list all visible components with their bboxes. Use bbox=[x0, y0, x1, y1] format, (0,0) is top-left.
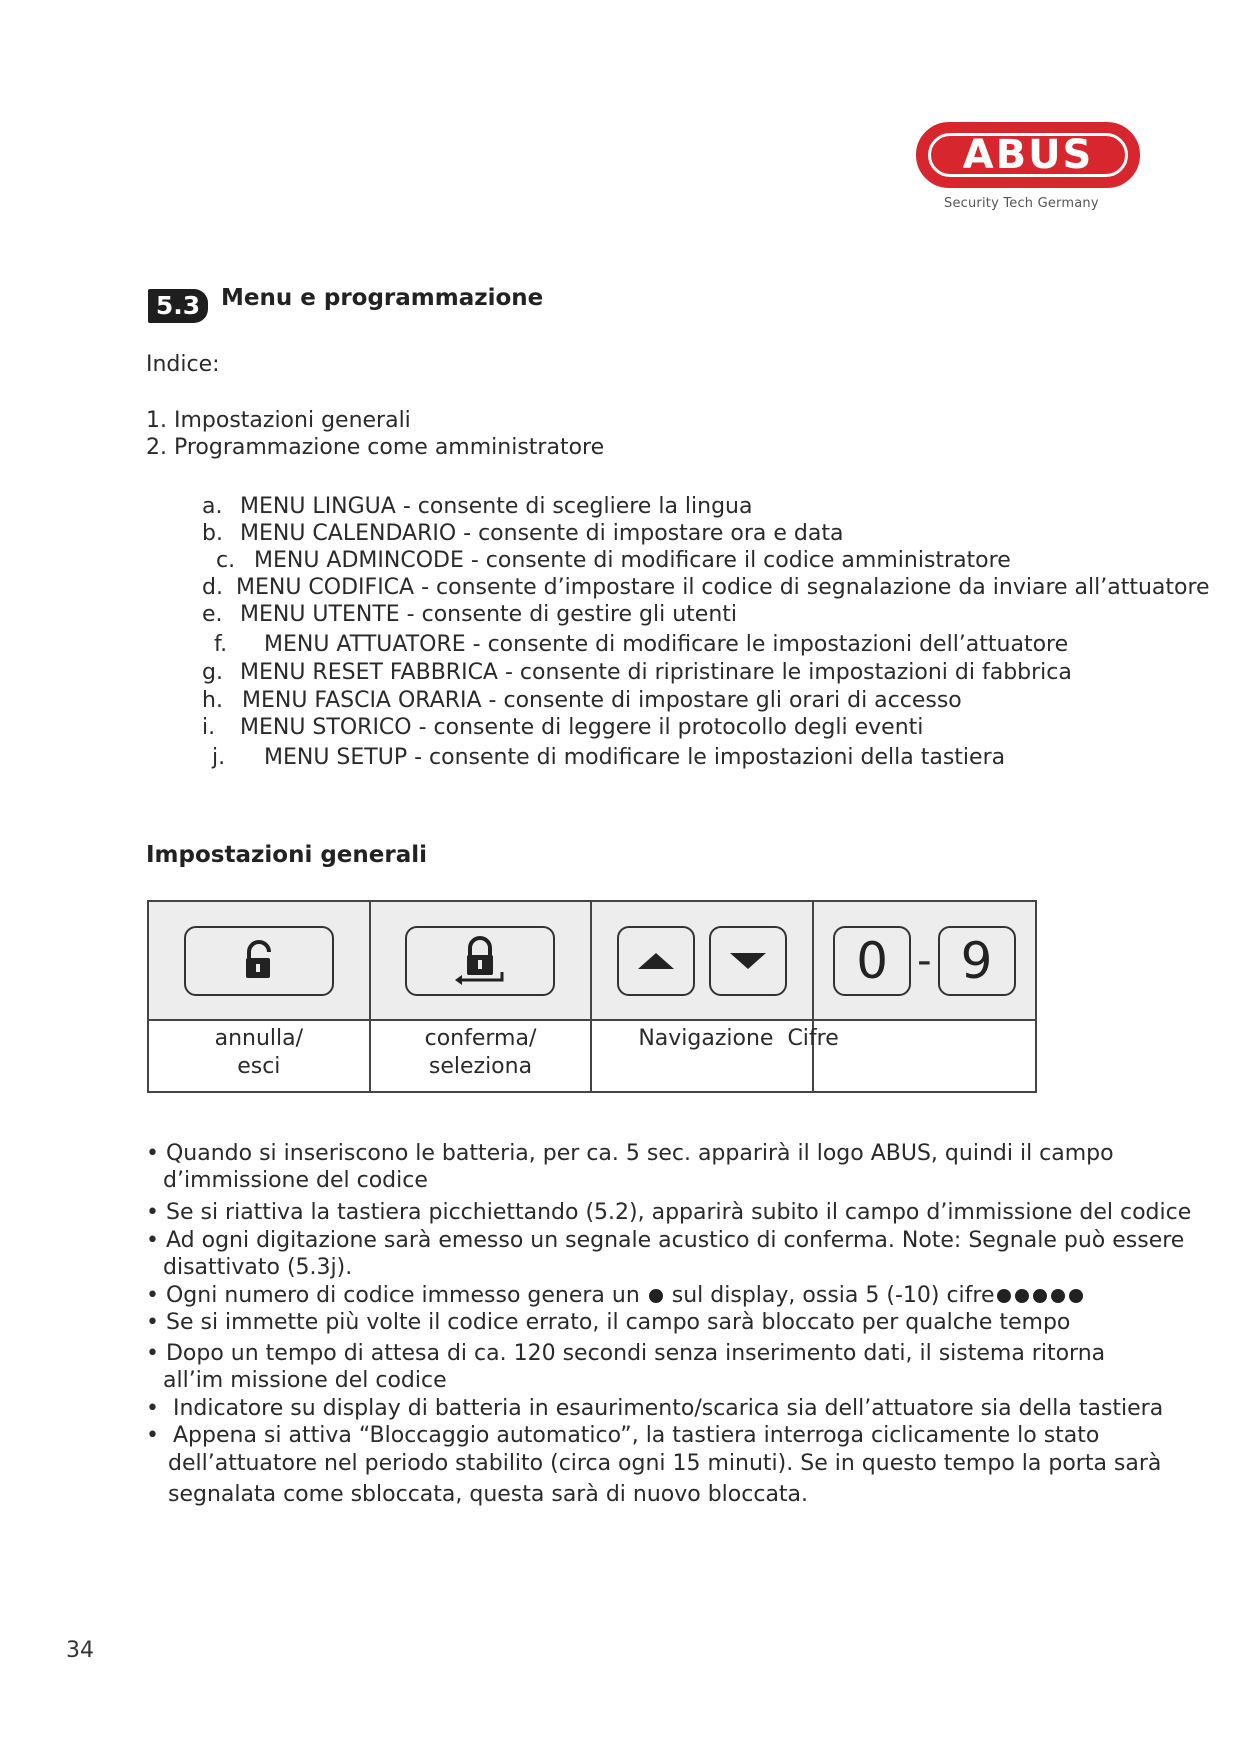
code-dot-icon bbox=[1015, 1289, 1029, 1303]
page-number: 34 bbox=[66, 1638, 94, 1663]
index-item-2: 2. Programmazione come amministratore bbox=[146, 435, 605, 460]
digit-range-dash: - bbox=[917, 937, 932, 984]
confirm-label-line1: conferma/ bbox=[424, 1026, 537, 1051]
index-item-1: 1. Impostazioni generali bbox=[146, 408, 411, 433]
digit-nine-key: 9 bbox=[938, 926, 1016, 996]
menu-list-item: j. MENU SETUP - consente di modificare le impostazioni della tastiera bbox=[212, 745, 1006, 770]
menu-list-item: i. MENU STORICO - consente di leggere il protocollo degli eventi bbox=[202, 715, 924, 740]
code-dot-icon bbox=[997, 1289, 1011, 1303]
cancel-key bbox=[184, 926, 334, 996]
bullet-item: • Se si riattiva la tastiera picchiettando (5.2), apparirà subito il campo d’immissione del codice bbox=[146, 1200, 1192, 1225]
bullet-item-continuation: dell’attuatore nel periodo stabilito (circa ogni 15 minuti). Se in questo tempo la porta sarà bbox=[168, 1451, 1162, 1476]
down-arrow-icon bbox=[711, 928, 785, 994]
up-arrow-key bbox=[617, 926, 695, 996]
bullet-item-continuation: segnalata come sbloccata, questa sarà di nuovo bloccata. bbox=[168, 1482, 809, 1507]
general-settings-heading: Impostazioni generali bbox=[146, 842, 427, 868]
menu-list-item: a. MENU LINGUA - consente di scegliere la lingua bbox=[202, 494, 753, 519]
digit-keys-cell bbox=[813, 901, 1036, 1020]
up-arrow-icon bbox=[619, 928, 693, 994]
confirm-label-cell bbox=[370, 1020, 592, 1092]
abus-logo bbox=[916, 122, 1140, 218]
section-title: Menu e programmazione bbox=[221, 285, 544, 311]
menu-list-item: d. MENU CODIFICA - consente d’impostare il codice di segnalazione da inviare all’attuatore bbox=[202, 575, 1210, 600]
code-dot-icon bbox=[1069, 1289, 1083, 1303]
cancel-label-line2: esci bbox=[237, 1054, 281, 1079]
index-label: Indice: bbox=[146, 352, 220, 377]
menu-list-item: c. MENU ADMINCODE - consente di modificare il codice amministratore bbox=[216, 548, 1011, 573]
unlocked-padlock-icon bbox=[186, 928, 332, 994]
code-dot-icon bbox=[1033, 1289, 1047, 1303]
cancel-label-cell bbox=[148, 1020, 370, 1092]
code-dot-icon bbox=[1051, 1289, 1065, 1303]
digits-label: Cifre bbox=[787, 1026, 839, 1051]
navigation-label: Navigazione bbox=[638, 1026, 774, 1051]
bullet-item: • Se si immette più volte il codice errato, il campo sarà bloccato per qualche tempo bbox=[146, 1310, 1071, 1335]
bullet-item-continuation: disattivato (5.3j). bbox=[163, 1255, 353, 1280]
bullet-item-continuation: all’im missione del codice bbox=[163, 1368, 447, 1393]
menu-list-item: f. MENU ATTUATORE - consente di modificare le impostazioni dell’attuatore bbox=[214, 632, 1069, 657]
logo-tagline: Security Tech Germany bbox=[944, 196, 1099, 211]
bullet-item: • Indicatore su display di batteria in esaurimento/scarica sia dell’attuatore sia della tastiera bbox=[146, 1396, 1164, 1421]
digits-label-cell bbox=[813, 1020, 1036, 1092]
cancel-label-line1: annulla/ bbox=[214, 1026, 304, 1051]
menu-list-item: g. MENU RESET FABBRICA - consente di ripristinare le impostazioni di fabbrica bbox=[202, 660, 1072, 685]
navigation-label-cell bbox=[591, 1020, 839, 1092]
logo-brand: ABUS bbox=[962, 132, 1094, 178]
confirm-key-cell bbox=[370, 901, 592, 1020]
keypad-legend-table bbox=[147, 900, 1037, 1093]
digit-zero-key: 0 bbox=[833, 926, 911, 996]
confirm-key bbox=[405, 926, 555, 996]
locked-padlock-enter-icon bbox=[407, 928, 553, 994]
navigation-keys-cell bbox=[591, 901, 812, 1020]
cancel-key-cell bbox=[148, 901, 370, 1020]
menu-list-item: h. MENU FASCIA ORARIA - consente di impostare gli orari di accesso bbox=[202, 688, 962, 713]
bullet-item-continuation: d’immissione del codice bbox=[163, 1168, 428, 1193]
bullet-item: • Appena si attiva “Bloccaggio automatico”, la tastiera interroga ciclicamente lo stato bbox=[146, 1423, 1100, 1448]
confirm-label-line2: seleziona bbox=[428, 1054, 533, 1079]
section-number-badge: 5.3 bbox=[148, 289, 208, 323]
bullet-item: • Dopo un tempo di attesa di ca. 120 secondi senza inserimento dati, il sistema ritorna bbox=[146, 1341, 1106, 1366]
menu-list-item: b. MENU CALENDARIO - consente di impostare ora e data bbox=[202, 521, 844, 546]
bullet-item: • Ogni numero di codice immesso genera un sul display, ossia 5 (-10) cifre bbox=[146, 1283, 1085, 1308]
menu-list-item: e. MENU UTENTE - consente di gestire gli utenti bbox=[202, 602, 738, 627]
bullet-item: • Quando si inseriscono le batteria, per ca. 5 sec. apparirà il logo ABUS, quindi il campo bbox=[146, 1141, 1114, 1166]
down-arrow-key bbox=[709, 926, 787, 996]
code-dot-icon bbox=[649, 1289, 663, 1303]
bullet-item: • Ad ogni digitazione sarà emesso un segnale acustico di conferma. Note: Segnale può essere bbox=[146, 1228, 1185, 1253]
